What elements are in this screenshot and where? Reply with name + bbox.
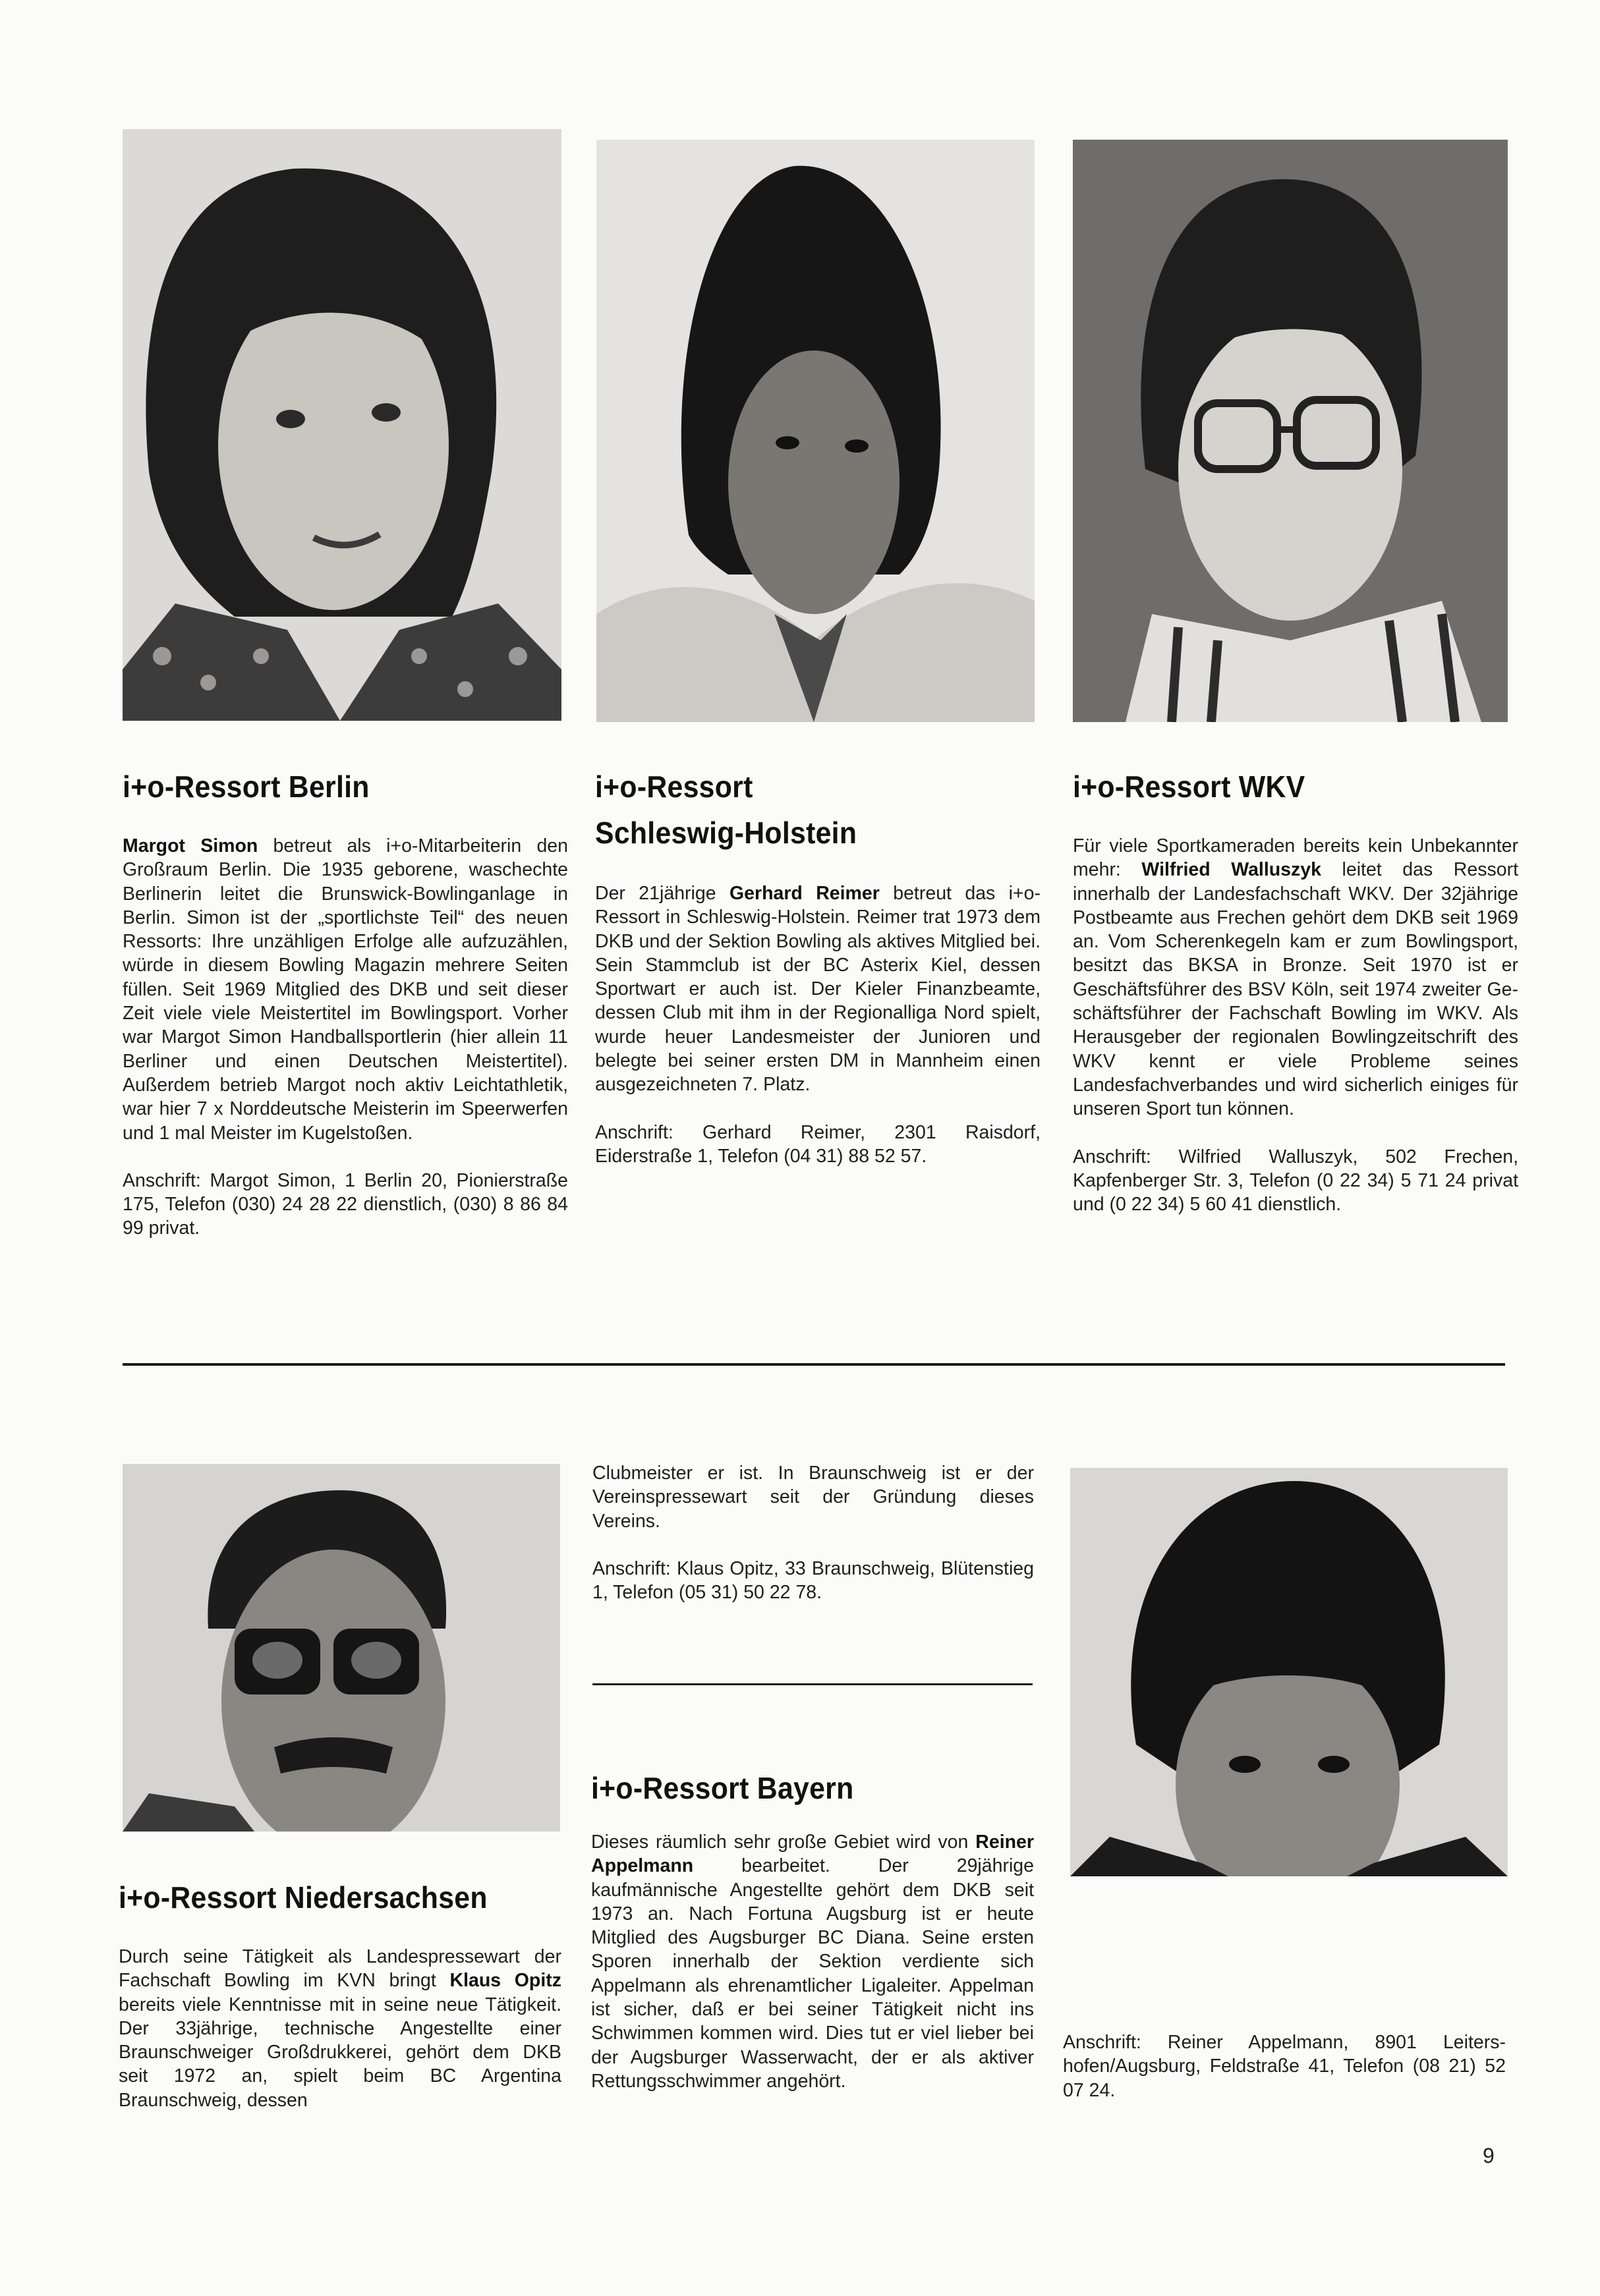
- article-niedersachsen-continued: [592, 1461, 1034, 1604]
- column-divider: [592, 1683, 1033, 1685]
- portrait-image: [1073, 140, 1508, 722]
- person-name: Reiner Appelmann: [591, 1832, 1034, 1877]
- article-title: i+o-Ressort Niedersachsen: [119, 1880, 488, 1915]
- photo-margot-simon: [123, 129, 561, 721]
- article-title-line-1: i+o-Ressort: [595, 770, 753, 804]
- article-body: Der 21jährige Gerhard Reimer betreut das i+o-Ressort in Schleswig-Holstein. Reimer trat 1973 dem DKB und der Sektion Bowling als aktives Mitglied bei. Sein Stammclub ist der BC Asterix Kiel, dessen Sportwart er auch ist. Der Kieler Finanzbeamte, dessen Club mit ihm in der Regionalliga Nord spielt, wurde heuer Landesmeister der Junioren und belegte bei seiner ersten DM in Mannheim einen ausgezeichneten 7. Platz.: [595, 883, 1041, 1096]
- article-address: Anschrift: Margot Simon, 1 Berlin 20, Pionierstraße 175, Telefon (030) 24 28 22 dienstlich, (030) 8 86 84 99 privat.: [123, 1169, 568, 1239]
- article-title: i+o-Ressort Berlin: [123, 770, 370, 804]
- person-name: Wilfried Walluszyk: [1141, 859, 1321, 881]
- page-number: 9: [1483, 2144, 1495, 2168]
- section-divider: [123, 1363, 1505, 1366]
- portrait-image: [1070, 1468, 1508, 1876]
- article-address: Anschrift: Gerhard Reimer, 2301 Raisdorf, Eiderstraße 1, Telefon (04 31) 88 52 57.: [595, 1121, 1041, 1167]
- article-berlin: [123, 766, 568, 1241]
- article-bayern: [591, 1767, 1034, 2093]
- article-title: i+o-Ressort WKV: [1073, 770, 1305, 804]
- person-name: Klaus Opitz: [449, 1970, 561, 1992]
- article-title: i+o-Ressort Bayern: [591, 1771, 854, 1805]
- article-body-continuation: Clubmeister er ist. In Braunschweig ist er der Vereinspressewart seit der Gründung dieses Vereins.: [592, 1463, 1034, 1532]
- photo-wilfried-walluszyk: [1073, 140, 1508, 722]
- photo-reiner-appelmann: [1070, 1468, 1508, 1876]
- article-niedersachsen: [119, 1876, 561, 2112]
- portrait-image: [123, 129, 561, 721]
- portrait-image: [596, 140, 1035, 722]
- photo-gerhard-reimer: [596, 140, 1035, 722]
- article-body: Dieses räumlich sehr große Gebiet wird von Reiner Appelmann bearbeitet. Der 29jährige kaufmännische Angestellte gehört dem DKB seit 1973 an. Nach Fortuna Augsburg ist er heute Mitglied des Augsburger BC Diana. Seine ersten Sporen innerhalb der Sektion verdiente sich Appelmann als ehrenamtlicher Ligaleiter. Appelman ist sicher, daß er bei seiner Tätigkeit nicht ins Schwimmen kommen wird. Dies tut er viel lieber bei der Augsburger Wasserwacht, der er als aktiver Rettungsschwimmer angehört.: [591, 1832, 1034, 2092]
- article-address: Anschrift: Wilfried Walluszyk, 502 Frechen, Kapfenberger Str. 3, Telefon (0 22 34) 5 71 24 privat und (0 22 34) 5 60 41 dienstlich.: [1073, 1146, 1518, 1216]
- article-body: Für viele Sportkameraden bereits kein Unbekannter mehr: Wilfried Walluszyk leitet das Ressort innerhalb der Landesfachschaft WKV. Der 32jährige Postbeamte aus Frechen gehört dem DKB seit 1969 an. Vom Scherenkegeln kam er zum Bowlingsport, besitzt das BKSA in Bronze. Seit 1970 ist er Geschäftsführer des BSV Köln, seit 1974 zweiter Geschäftsführer der Fachschaft Bowling im WKV. Als Herausgeber der regionalen Bowlingzeitschrift des WKV kennt er viele Probleme seines Landesfachverbandes und wird sicherlich einiges für unseren Sport tun können.: [1073, 835, 1518, 1120]
- photo-klaus-opitz: [123, 1464, 560, 1832]
- article-title-line-2: Schleswig-Holstein: [595, 816, 857, 850]
- portrait-image: [123, 1464, 560, 1832]
- article-address: Anschrift: Reiner Appelmann, 8901 Leitershofen/Augsburg, Feldstraße 41, Telefon (08 21) 52 07 24.: [1063, 2032, 1506, 2101]
- person-name: Gerhard Reimer: [729, 883, 880, 904]
- article-bayern-address-block: [1063, 2030, 1506, 2102]
- article-wkv: [1073, 766, 1518, 1216]
- article-body: Durch seine Tätigkeit als Landespressewart der Fachschaft Bowling im KVN bringt Klaus Opitz bereits viele Kenntnisse mit in seine neue Tätigkeit. Der 33jährige, technische Angestellte einer Braunschweiger Großdrukkerei, gehört dem DKB seit 1972 an, spielt beim BC Argentina Braunschweig, dessen: [119, 1946, 561, 2111]
- article-address: Anschrift: Klaus Opitz, 33 Braunschweig, Blütenstieg 1, Telefon (05 31) 50 22 78.: [592, 1557, 1034, 1604]
- article-body: Margot Simon betreut als i+o-Mitarbeiterin den Großraum Berlin. Die 1935 geborene, waschechte Berlinerin leitet die Brunswick-Bowlinganlage in Berlin. Simon ist der „sportlichste Teil“ des neuen Ressorts: Ihre unzähligen Erfolge alle aufzuzählen, würde in diesem Bowling Magazin mehrere Seiten füllen. Seit 1969 Mitglied des DKB und seit dieser Zeit viele viele Meistertitel im Bowlingsport. Vorher war Margot Simon Handballsportlerin (hier allein 11 Berliner und einen Deutschen Meistertitel). Außerdem betrieb Margot noch aktiv Leichtathletik, war hier 7 x Norddeutsche Meisterin im Speerwerfen und 1 mal Meister im Kugelstoßen.: [123, 835, 568, 1144]
- article-schleswig-holstein: [595, 766, 1041, 1168]
- person-name: Margot Simon: [123, 835, 258, 856]
